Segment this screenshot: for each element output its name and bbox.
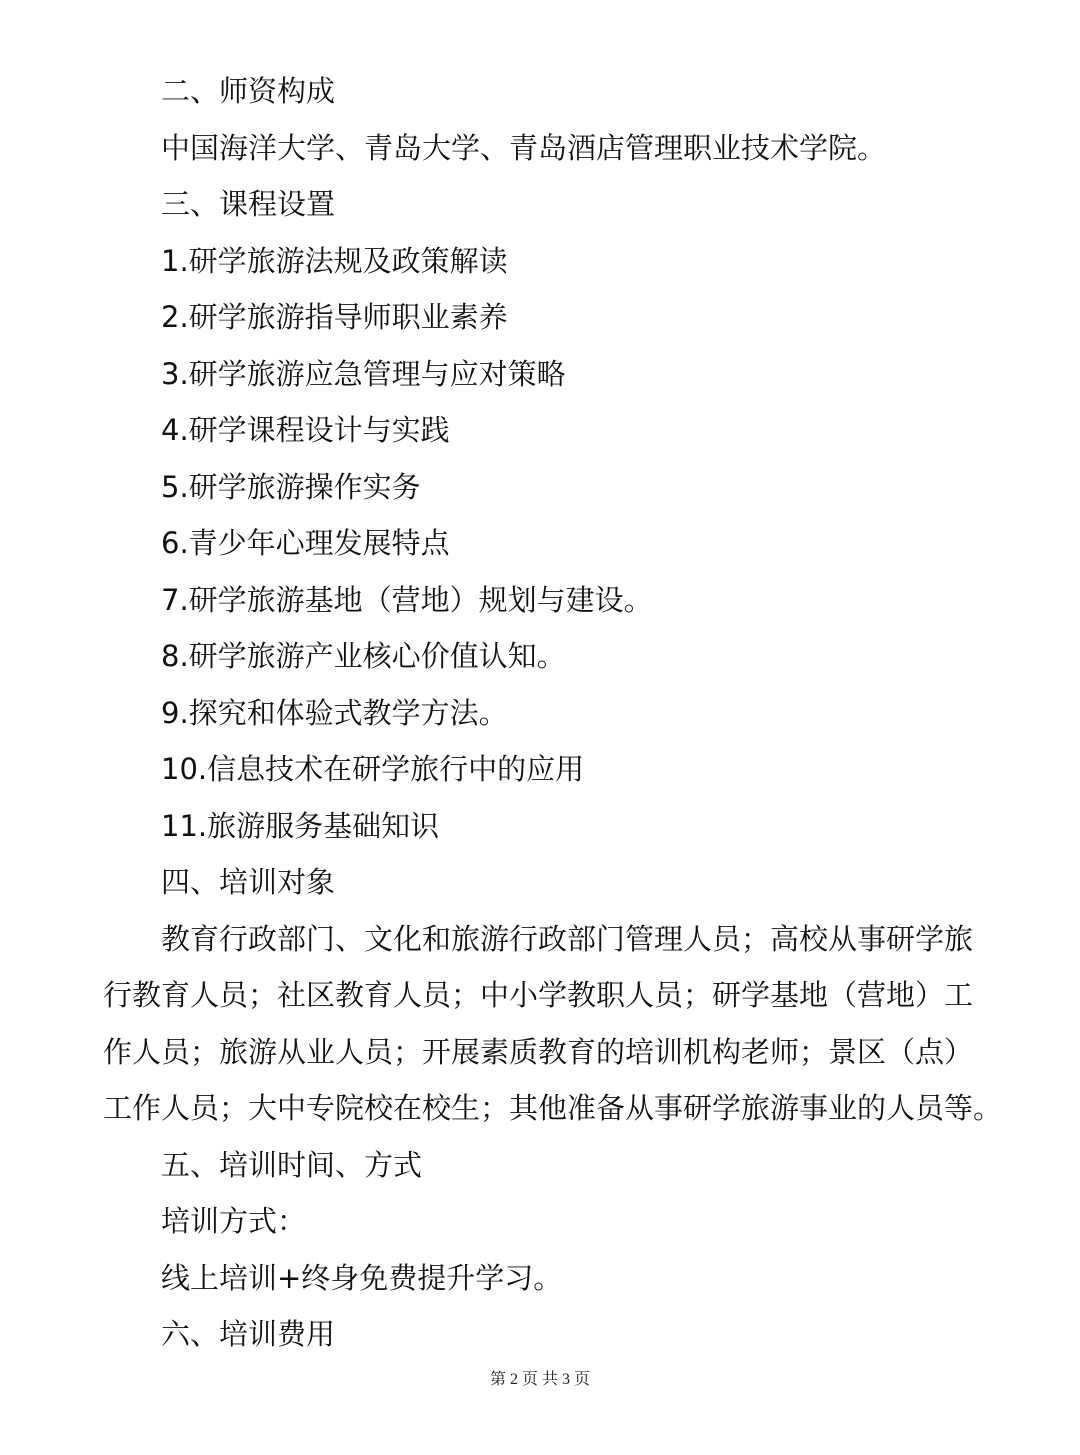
faculty-text: 中国海洋大学、青岛大学、青岛酒店管理职业技术学院。 — [161, 130, 887, 165]
audience-line-2: 行教育人员；社区教育人员；中小学教职人员；研学基地（营地）工 — [103, 978, 974, 1012]
section-heading-courses: 三、课程设置 — [161, 187, 336, 221]
course-item-9: 9.探究和体验式教学方法。 — [161, 695, 508, 730]
course-item-11: 11.旅游服务基础知识 — [161, 808, 440, 843]
course-item-6: 6.青少年心理发展特点 — [161, 526, 450, 560]
section-heading-audience: 四、培训对象 — [161, 865, 336, 899]
course-item-2: 2.研学旅游指导师职业素养 — [161, 300, 508, 334]
audience-line-3: 作人员；旅游从业人员；开展素质教育的培训机构老师；景区（点） — [103, 1034, 974, 1069]
course-item-8: 8.研学旅游产业核心价值认知。 — [161, 639, 566, 673]
audience-line-1: 教育行政部门、文化和旅游行政部门管理人员；高校从事研学旅 — [161, 921, 974, 956]
course-item-4: 4.研学课程设计与实践 — [161, 413, 450, 447]
course-item-10: 10.信息技术在研学旅行中的应用 — [161, 752, 585, 786]
training-method-text: 线上培训+终身免费提升学习。 — [161, 1260, 563, 1295]
course-item-1: 1.研学旅游法规及政策解读 — [161, 243, 508, 278]
training-method-label: 培训方式： — [161, 1204, 307, 1238]
section-heading-fees: 六、培训费用 — [161, 1317, 336, 1351]
section-heading-time-method: 五、培训时间、方式 — [161, 1147, 423, 1182]
audience-line-4: 工作人员；大中专院校在校生；其他准备从事研学旅游事业的人员等。 — [103, 1091, 1003, 1125]
document-body — [103, 63, 1003, 1363]
course-item-3: 3.研学旅游应急管理与应对策略 — [161, 356, 566, 391]
section-heading-faculty: 二、师资构成 — [161, 74, 336, 108]
course-item-7: 7.研学旅游基地（营地）规划与建设。 — [161, 582, 653, 617]
page-footer: 第 2 页 共 3 页 — [489, 1371, 590, 1388]
course-item-5: 5.研学旅游操作实务 — [161, 469, 421, 504]
